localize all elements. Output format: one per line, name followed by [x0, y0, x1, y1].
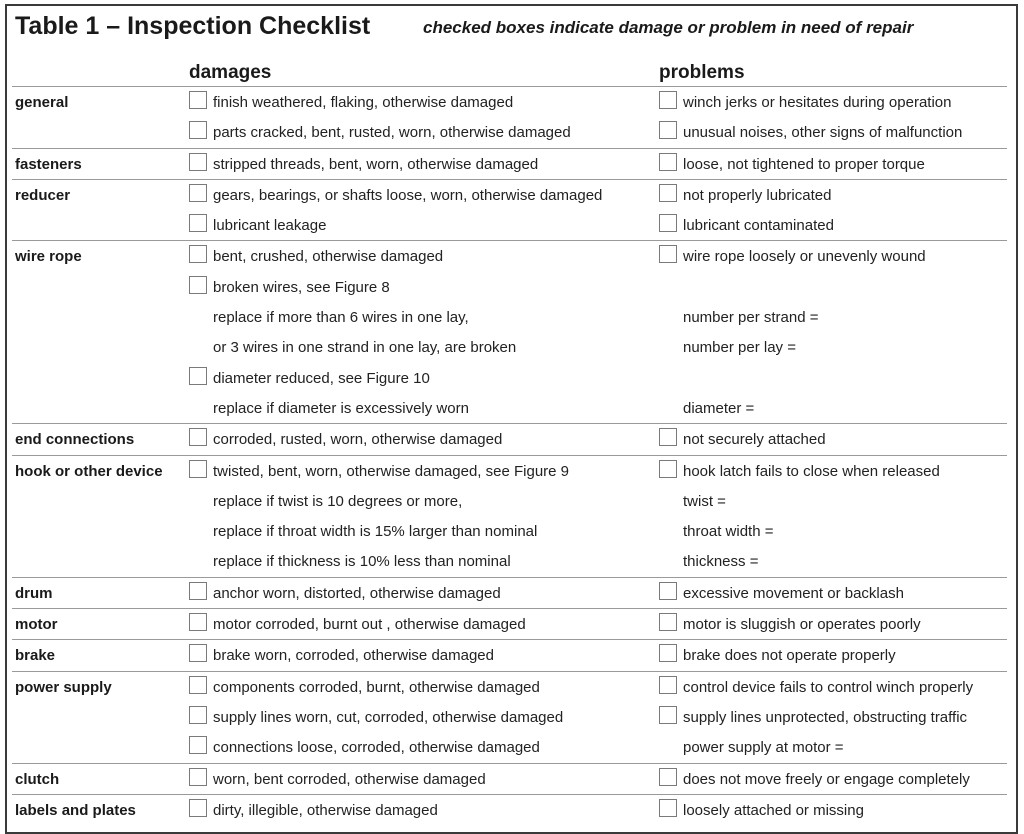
damage-text: or 3 wires in one strand in one lay, are broken [213, 339, 517, 357]
table-subtitle: checked boxes indicate damage or problem in need of repair [423, 18, 914, 37]
problem-checkbox[interactable] [659, 613, 677, 631]
checklist-line [12, 332, 1007, 362]
checklist-line [12, 795, 1007, 825]
problem-checkbox[interactable] [659, 91, 677, 109]
problem-checkbox[interactable] [659, 184, 677, 202]
category-label: reducer [15, 186, 71, 204]
checklist-line [12, 272, 1007, 302]
damage-checkbox[interactable] [189, 799, 207, 817]
checklist-group [12, 149, 1007, 180]
checklist-line [12, 117, 1007, 147]
damage-text: replace if more than 6 wires in one lay, [213, 309, 469, 327]
problem-text: loosely attached or missing [683, 801, 864, 819]
problem-checkbox[interactable] [659, 676, 677, 694]
checklist-line [12, 393, 1007, 423]
checklist-line [12, 180, 1007, 210]
checklist-group [12, 424, 1007, 455]
problem-text: supply lines unprotected, obstructing traffic [683, 708, 968, 726]
damage-text: corroded, rusted, worn, otherwise damaged [213, 431, 503, 449]
checklist-line [12, 640, 1007, 670]
category-label: drum [15, 584, 53, 602]
checklist-group [12, 609, 1007, 640]
problem-text: loose, not tightened to proper torque [683, 155, 925, 173]
damage-checkbox[interactable] [189, 644, 207, 662]
damage-text: parts cracked, bent, rusted, worn, otherwise damaged [213, 124, 571, 142]
checklist-line [12, 672, 1007, 702]
checklist-line [12, 363, 1007, 393]
damage-text: connections loose, corroded, otherwise damaged [213, 739, 540, 757]
problem-text: thickness = [683, 553, 759, 571]
checklist-line [12, 578, 1007, 608]
problem-text: not properly lubricated [683, 186, 832, 204]
problem-checkbox[interactable] [659, 706, 677, 724]
category-label: end connections [15, 431, 135, 449]
damage-checkbox[interactable] [189, 582, 207, 600]
problem-checkbox[interactable] [659, 460, 677, 478]
category-label: brake [15, 647, 56, 665]
checklist-group [12, 241, 1007, 424]
damage-checkbox[interactable] [189, 91, 207, 109]
checklist-line [12, 456, 1007, 486]
category-label: clutch [15, 770, 60, 788]
category-label: hook or other device [15, 462, 163, 480]
damage-text: supply lines worn, cut, corroded, otherwise damaged [213, 708, 564, 726]
damage-text: brake worn, corroded, otherwise damaged [213, 647, 494, 665]
problem-checkbox[interactable] [659, 153, 677, 171]
problem-text: power supply at motor = [683, 739, 844, 757]
problem-checkbox[interactable] [659, 214, 677, 232]
checklist-line [12, 546, 1007, 576]
checklist-group [12, 795, 1007, 825]
damage-checkbox[interactable] [189, 736, 207, 754]
problem-text: number per strand = [683, 309, 819, 327]
problem-text: unusual noises, other signs of malfunction [683, 124, 963, 142]
problem-checkbox[interactable] [659, 644, 677, 662]
checklist-group [12, 640, 1007, 671]
checklist-line [12, 302, 1007, 332]
problem-text: does not move freely or engage completely [683, 770, 970, 788]
damage-text: gears, bearings, or shafts loose, worn, otherwise damaged [213, 186, 603, 204]
checklist-line [12, 486, 1007, 516]
damage-text: replace if diameter is excessively worn [213, 399, 469, 417]
damage-text: motor corroded, burnt out , otherwise damaged [213, 616, 526, 634]
checklist-rows [12, 87, 1007, 825]
category-label: wire rope [15, 248, 82, 266]
checklist-line [12, 764, 1007, 794]
damage-text: replace if thickness is 10% less than nominal [213, 553, 511, 571]
problem-text: twist = [683, 492, 726, 510]
problem-checkbox[interactable] [659, 582, 677, 600]
checklist-line [12, 516, 1007, 546]
problems-column-header: problems [659, 62, 745, 83]
problem-text: lubricant contaminated [683, 217, 834, 235]
problem-text: brake does not operate properly [683, 647, 896, 665]
checklist-line [12, 210, 1007, 240]
checklist-group [12, 87, 1007, 149]
table-title: Table 1 – Inspection Checklist [15, 12, 371, 40]
problem-text: hook latch fails to close when released [683, 462, 940, 480]
checklist-group [12, 456, 1007, 578]
problem-text: control device fails to control winch properly [683, 678, 974, 696]
damage-text: stripped threads, bent, worn, otherwise damaged [213, 155, 539, 173]
problem-text: excessive movement or backlash [683, 584, 904, 602]
damage-checkbox[interactable] [189, 121, 207, 139]
problem-text: throat width = [683, 523, 774, 541]
damage-text: finish weathered, flaking, otherwise damaged [213, 94, 514, 111]
checklist-group [12, 578, 1007, 609]
problem-text: winch jerks or hesitates during operation [683, 94, 952, 111]
damage-checkbox[interactable] [189, 676, 207, 694]
damage-text: dirty, illegible, otherwise damaged [213, 801, 438, 819]
damage-checkbox[interactable] [189, 214, 207, 232]
damage-text: components corroded, burnt, otherwise damaged [213, 678, 540, 696]
category-label: fasteners [15, 155, 82, 173]
problem-text: not securely attached [683, 431, 826, 449]
category-label: motor [15, 616, 58, 634]
damage-checkbox[interactable] [189, 613, 207, 631]
checklist-line [12, 149, 1007, 179]
problem-text: wire rope loosely or unevenly wound [683, 248, 926, 266]
problem-text: number per lay = [683, 339, 796, 357]
checklist-group [12, 764, 1007, 795]
table-header [15, 12, 1015, 44]
damage-checkbox[interactable] [189, 428, 207, 446]
damage-checkbox[interactable] [189, 153, 207, 171]
checklist-group [12, 672, 1007, 764]
problem-checkbox[interactable] [659, 799, 677, 817]
damage-checkbox[interactable] [189, 245, 207, 263]
category-label: general [15, 94, 69, 111]
problem-checkbox[interactable] [659, 428, 677, 446]
damage-text: lubricant leakage [213, 217, 327, 235]
damage-text: worn, bent corroded, otherwise damaged [213, 770, 486, 788]
problem-checkbox[interactable] [659, 245, 677, 263]
checklist-line [12, 87, 1007, 117]
damage-text: diameter reduced, see Figure 10 [213, 369, 430, 387]
category-label: labels and plates [15, 801, 136, 819]
checklist-group [12, 180, 1007, 242]
problem-text: diameter = [683, 399, 755, 417]
damage-checkbox[interactable] [189, 276, 207, 294]
checklist-line [12, 609, 1007, 639]
category-label: power supply [15, 678, 112, 696]
problem-text: motor is sluggish or operates poorly [683, 616, 921, 634]
checklist-line [12, 702, 1007, 732]
damages-column-header: damages [189, 62, 272, 83]
damage-checkbox[interactable] [189, 184, 207, 202]
damage-text: broken wires, see Figure 8 [213, 278, 390, 296]
damage-text: replace if throat width is 15% larger than nominal [213, 523, 538, 541]
damage-text: bent, crushed, otherwise damaged [213, 248, 444, 266]
damage-text: twisted, bent, worn, otherwise damaged, see Figure 9 [213, 462, 570, 480]
damage-text: replace if twist is 10 degrees or more, [213, 492, 463, 510]
problem-checkbox[interactable] [659, 768, 677, 786]
damage-text: anchor worn, distorted, otherwise damaged [213, 584, 501, 602]
checklist-line [12, 424, 1007, 454]
damage-checkbox[interactable] [189, 706, 207, 724]
checklist-line [12, 241, 1007, 271]
damage-checkbox[interactable] [189, 367, 207, 385]
damage-checkbox[interactable] [189, 460, 207, 478]
damage-checkbox[interactable] [189, 768, 207, 786]
problem-checkbox[interactable] [659, 121, 677, 139]
checklist-line [12, 732, 1007, 762]
